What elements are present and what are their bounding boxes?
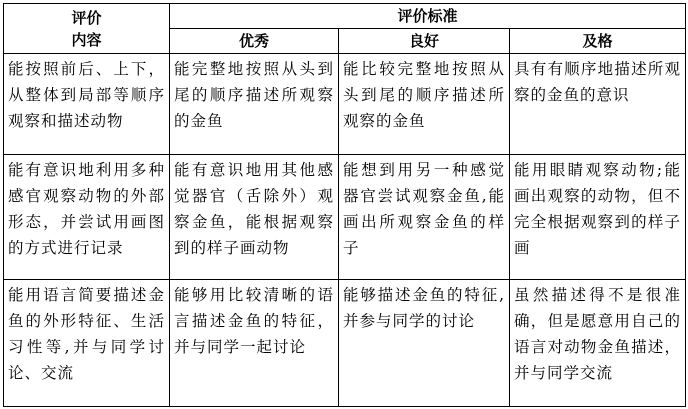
header-level-pass: 及格 [510, 29, 686, 54]
table-row [4, 280, 686, 407]
row-pass-cell: 虽然描述得不是很准确，但是愿意用自己的语言对动物金鱼描述，并与同学交流 [510, 280, 686, 407]
row-excellent-cell: 能有意识地用其他感觉器官（舌除外）观察金鱼，能根据观察到的样子画动物 [170, 155, 339, 280]
table-row [4, 54, 686, 155]
header-content-line1: 评价 [71, 8, 102, 27]
row-content-cell: 能有意识地利用多种感官观察动物的外部形态，并尝试用画图的方式进行记录 [4, 155, 170, 280]
evaluation-rubric-table [3, 3, 686, 407]
row-content-cell: 能用语言简要描述金鱼的外形特征、生活习性等,并与同学讨论、交流 [4, 280, 170, 407]
row-excellent-cell: 能完整地按照从头到尾的顺序描述所观察的金鱼 [170, 54, 339, 155]
header-level-excellent: 优秀 [170, 29, 339, 54]
row-content-cell: 能按照前后、上下，从整体到局部等顺序观察和描述动物 [4, 54, 170, 155]
row-excellent-cell: 能够用比较清晰的语言描述金鱼的特征，并与同学一起讨论 [170, 280, 339, 407]
row-good-cell: 能比较完整地按照从头到尾的顺序描述所观察的金鱼 [339, 54, 510, 155]
row-good-cell: 能想到用另一种感觉器官尝试观察金鱼,能画出所观察金鱼的样子 [339, 155, 510, 280]
header-level-good: 良好 [339, 29, 510, 54]
header-evaluation-standard: 评价标准 [170, 4, 686, 29]
header-content-line2: 内容 [71, 30, 102, 49]
header-evaluation-content [4, 4, 170, 54]
table-row [4, 155, 686, 280]
row-pass-cell: 具有有顺序地描述所观察的金鱼的意识 [510, 54, 686, 155]
header-row-top [4, 4, 686, 29]
row-pass-cell: 能用眼睛观察动物;能画出观察的动物，但不完全根据观察到的样子画 [510, 155, 686, 280]
row-good-cell: 能够描述金鱼的特征,并参与同学的讨论 [339, 280, 510, 407]
